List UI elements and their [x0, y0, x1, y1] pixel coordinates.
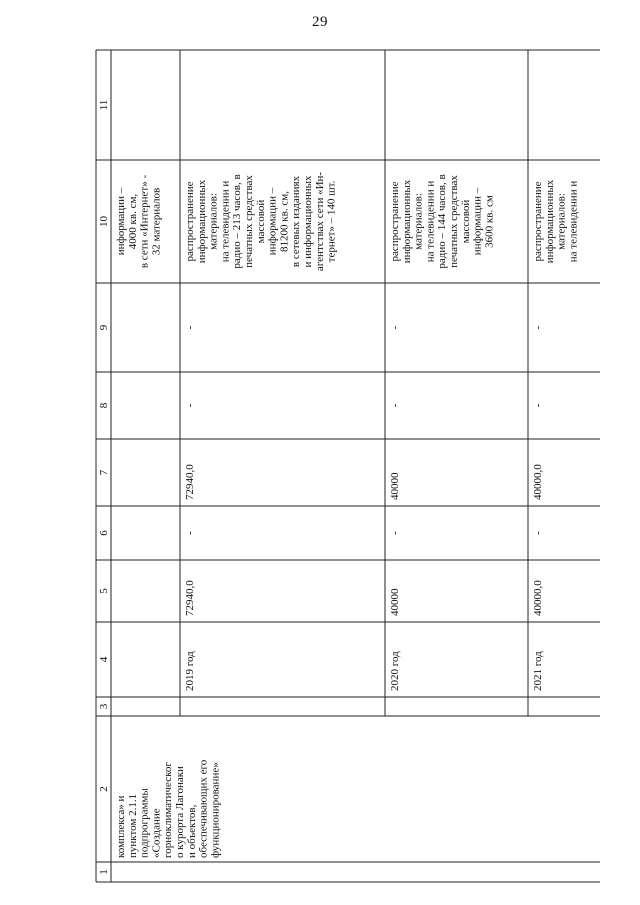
column-header-3: 3 — [98, 703, 110, 710]
row-year: 2021 год — [532, 651, 544, 691]
column-header-10: 10 — [98, 216, 110, 227]
row-col10-line: на телевидении и — [424, 180, 437, 263]
row-col5-value: 40000,0 — [532, 580, 544, 616]
row-col9-value: - — [389, 325, 401, 330]
row-col10-line: агентствах сети «Ин- — [313, 171, 326, 272]
row-year: 2020 год — [389, 651, 401, 691]
program-text-line: функционирование» — [209, 762, 222, 858]
program-text-line: горноклиматическог — [162, 762, 175, 858]
row-col6-value: - — [184, 531, 196, 535]
row-col10-line: распространение — [184, 181, 196, 262]
row-col10-line: распространение — [532, 181, 544, 262]
continuation-col10-line: информации – — [115, 187, 127, 256]
row-col10-line: в сетевых изданиях — [290, 175, 303, 268]
row-col10-line: радио – 213 часов, в — [231, 174, 244, 269]
row-col10-line: массовой — [459, 199, 472, 244]
row-col5-value: 40000 — [389, 588, 401, 616]
column-header-8: 8 — [98, 402, 110, 409]
row-col7-value: 40000 — [389, 472, 401, 500]
row-col10-line: массовой — [254, 199, 267, 244]
row-col7-value: 40000,0 — [532, 464, 544, 500]
continuation-col10-line: в сети «Интернет» - — [138, 174, 151, 269]
row-col10-line: материалов: — [412, 193, 425, 250]
row-col10-line: печатных средствах — [243, 175, 255, 268]
row-col8-value: - — [389, 403, 401, 408]
row-col10-line: печатных средствах — [448, 175, 460, 268]
program-text-line: «Создание — [150, 808, 163, 858]
continuation-col10-line: 32 материалов — [150, 187, 163, 256]
row-year: 2019 год — [184, 651, 196, 691]
column-header-7: 7 — [98, 469, 110, 476]
row-col10-line: распространение — [389, 181, 401, 262]
program-text-line: обеспечивающих его — [197, 759, 210, 858]
row-col6-value: - — [389, 531, 401, 535]
row-col9-value: - — [184, 325, 196, 330]
program-text-line: подпрограммы — [138, 788, 151, 858]
row-col10-line: информационных — [195, 179, 208, 264]
column-header-1: 1 — [98, 869, 110, 875]
program-text-line: о курорта Лагонаки — [174, 766, 186, 858]
row-col10-line: и информационных — [302, 175, 314, 268]
row-col10-line: информации – — [266, 187, 279, 256]
row-col10-line: информационных — [400, 179, 413, 264]
program-text-line: комплекса» и — [115, 795, 127, 858]
row-col6-value: - — [532, 531, 544, 535]
row-col8-value: - — [532, 403, 544, 408]
page-number: 29 — [312, 14, 328, 30]
row-col10-line: 3600 кв. см — [483, 195, 496, 248]
row-col7-value: 72940,0 — [184, 464, 196, 500]
row-col10-line: тернет» – 140 шт. — [325, 180, 338, 263]
column-header-6: 6 — [98, 530, 110, 536]
row-col10-line: на телевидении и — [567, 180, 580, 263]
column-header-5: 5 — [98, 588, 110, 594]
continuation-col10-line: 4000 кв. см, — [126, 193, 139, 250]
program-text-line: и объектов, — [185, 804, 198, 858]
row-col10-line: материалов: — [207, 193, 220, 250]
column-header-2: 2 — [98, 786, 110, 792]
row-col10-line: радио – 144 часов, в — [436, 174, 449, 269]
column-header-9: 9 — [98, 324, 110, 331]
row-col10-line: информационных — [543, 179, 556, 264]
row-col10-line: на телевидении и — [219, 180, 232, 263]
program-text-line: пунктом 2.1.1 — [126, 793, 139, 858]
row-col10-line: материалов: — [555, 193, 568, 250]
row-col10-line: 81200 кв. см, — [278, 191, 291, 252]
row-col10-line: информации – — [471, 187, 484, 256]
row-col9-value: - — [532, 325, 544, 330]
column-header-4: 4 — [98, 656, 110, 663]
row-col8-value: - — [184, 403, 196, 408]
row-col5-value: 72940,0 — [184, 580, 196, 616]
column-header-11: 11 — [98, 99, 110, 111]
